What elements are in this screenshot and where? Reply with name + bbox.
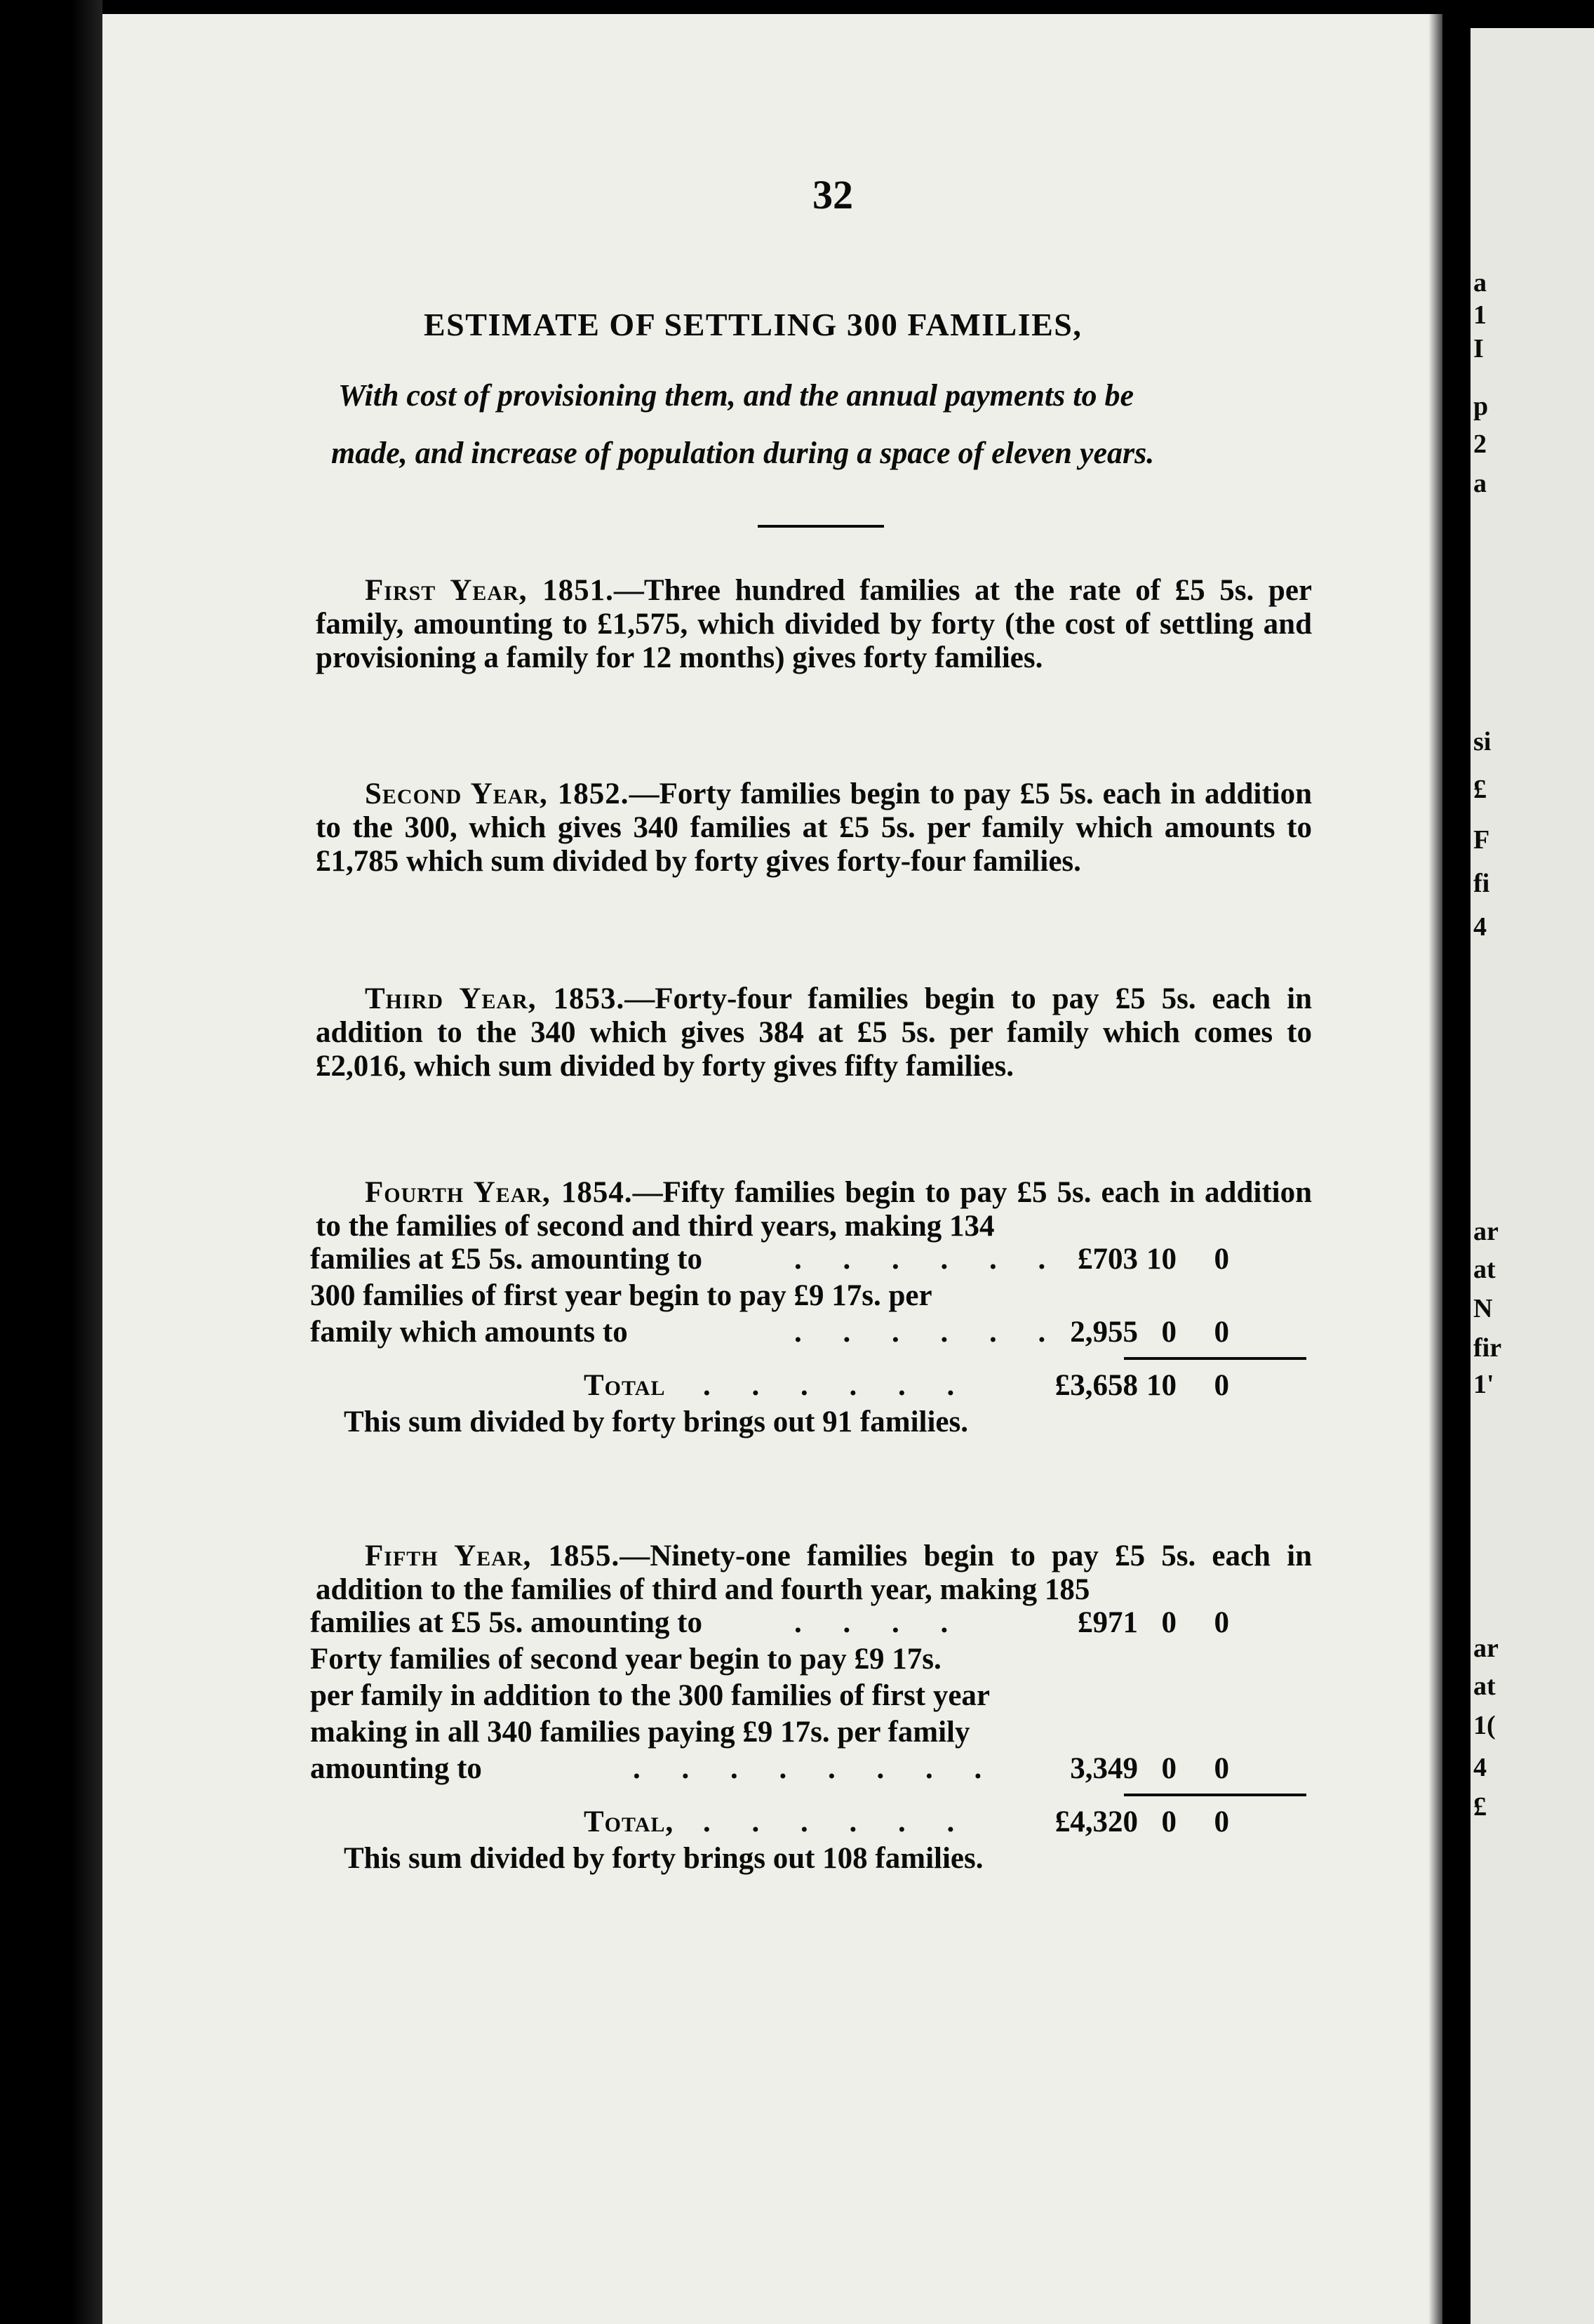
facing-page-fragment	[1471, 28, 1594, 2324]
leader-dots: . . . . . . . .	[633, 1752, 999, 1785]
section-heading: Fifth Year, 1855.	[365, 1540, 620, 1572]
amount-pounds: £971	[1078, 1606, 1138, 1639]
section-heading: First Year, 1851.	[365, 574, 614, 607]
amount-shillings: 0	[1161, 1752, 1177, 1785]
leader-dots: . . . . . .	[703, 1369, 972, 1402]
row-label: Total	[584, 1369, 666, 1402]
facing-page-text: N	[1473, 1294, 1493, 1323]
book-gutter	[1442, 14, 1471, 2324]
page-gutter-shadow	[1428, 14, 1442, 2324]
section-paragraph	[316, 982, 1312, 1083]
amount-pounds: 2,955	[1070, 1316, 1138, 1349]
facing-page-text: at	[1473, 1255, 1496, 1284]
facing-page-text: at	[1473, 1671, 1496, 1701]
ledger-row	[310, 1642, 1306, 1676]
sum-rule	[1124, 1794, 1306, 1796]
row-label: families at £5 5s. amounting to	[310, 1606, 702, 1639]
sum-rule	[1124, 1357, 1306, 1360]
book-page	[102, 14, 1442, 2324]
total-row	[310, 1368, 1306, 1402]
facing-page-text: a	[1473, 268, 1487, 298]
ledger-row	[310, 1678, 1306, 1712]
amount-shillings: 0	[1161, 1316, 1177, 1349]
amount-pence: 0	[1214, 1752, 1229, 1785]
section-paragraph	[316, 574, 1312, 675]
amount-pounds: £4,320	[1054, 1805, 1138, 1838]
facing-page-text: £	[1473, 1792, 1487, 1822]
row-label: 300 families of first year begin to pay £9 17s. per	[310, 1279, 932, 1312]
section-text: —Ninety-one families begin to pay £5 5s. each in addition to the families of third and fourth year, making 185	[316, 1540, 1312, 1606]
facing-page-text: si	[1473, 727, 1492, 756]
amount-pence: 0	[1214, 1243, 1229, 1276]
facing-page-text: F	[1473, 825, 1490, 855]
amount-pence: 0	[1214, 1369, 1229, 1402]
row-label: Total,	[584, 1805, 674, 1838]
subtitle-line-1: With cost of provisioning them, and the annual payments to be	[338, 378, 1134, 413]
facing-page-text: 4	[1473, 1753, 1487, 1782]
amount-pence: 0	[1214, 1606, 1229, 1639]
section-text: —Fifty families begin to pay £5 5s. each in addition to the families of second and third years, making 134	[316, 1176, 1312, 1243]
row-label: family which amounts to	[310, 1316, 628, 1349]
leader-dots: . . . .	[794, 1606, 965, 1639]
row-label: Forty families of second year begin to pay £9 17s.	[310, 1643, 942, 1676]
facing-page-text: 1	[1473, 300, 1487, 330]
amount-shillings: 0	[1161, 1606, 1177, 1639]
ledger-row	[310, 1278, 1306, 1312]
ledger-row	[310, 1715, 1306, 1749]
section-paragraph	[316, 1176, 1312, 1243]
ledger-row	[310, 1605, 1306, 1639]
row-label: amounting to	[310, 1752, 482, 1785]
facing-page-text: £	[1473, 775, 1487, 804]
section-paragraph	[316, 1540, 1312, 1607]
amount-pence: 0	[1214, 1316, 1229, 1349]
leader-dots: . . . . . .	[794, 1243, 1063, 1276]
amount-shillings: 10	[1146, 1369, 1177, 1402]
facing-page-text: fi	[1473, 869, 1490, 898]
section-text: —Three hundred families at the rate of £5 5s. per family, amounting to £1,575, which divided by forty (the cost of settling and provisioning a family for 12 months) gives forty families.	[316, 574, 1313, 674]
title-divider	[758, 525, 884, 528]
amount-pounds: £3,658	[1054, 1369, 1138, 1402]
section-heading: Fourth Year, 1854.	[365, 1176, 633, 1209]
facing-page-text: 4	[1473, 912, 1487, 942]
section-result: This sum divided by forty brings out 108 families.	[344, 1842, 984, 1875]
subtitle-line-2: made, and increase of population during a space of eleven years.	[331, 436, 1155, 470]
row-label: families at £5 5s. amounting to	[310, 1243, 702, 1276]
facing-page-text: I	[1473, 334, 1484, 363]
ledger-row	[310, 1242, 1306, 1276]
page-number: 32	[812, 172, 853, 218]
amount-pounds: £703	[1078, 1243, 1138, 1276]
section-text: —Forty families begin to pay £5 5s. each in addition to the 300, which gives 340 families at £5 5s. per family which amounts to £1,785 which sum divided by forty gives forty-four families.	[316, 777, 1313, 878]
section-heading: Second Year, 1852.	[365, 777, 629, 810]
section-result: This sum divided by forty brings out 91 families.	[344, 1405, 968, 1438]
amount-pence: 0	[1214, 1805, 1229, 1838]
facing-page-text: ar	[1473, 1634, 1499, 1663]
facing-page-text: a	[1473, 469, 1487, 498]
row-label: making in all 340 families paying £9 17s. per family	[310, 1716, 970, 1749]
facing-page-text: ar	[1473, 1217, 1499, 1246]
facing-page-text: p	[1473, 392, 1489, 421]
ledger-row	[310, 1751, 1306, 1785]
facing-page-text: fir	[1473, 1333, 1502, 1363]
total-row	[310, 1805, 1306, 1838]
amount-shillings: 0	[1161, 1805, 1177, 1838]
facing-page-text: 2	[1473, 429, 1487, 459]
amount-shillings: 10	[1146, 1243, 1177, 1276]
page-title: ESTIMATE OF SETTLING 300 FAMILIES,	[424, 307, 1083, 342]
section-paragraph	[316, 777, 1312, 879]
scan-left-border	[0, 0, 102, 2324]
row-label: per family in addition to the 300 families of first year	[310, 1679, 990, 1712]
section-text: —Forty-four families begin to pay £5 5s. each in addition to the 340 which gives 384 at £5 5s. per family which comes to £2,016, which sum divided by forty gives fifty families.	[316, 982, 1312, 1083]
section-heading: Third Year, 1853.	[365, 982, 625, 1015]
facing-page-text: 1'	[1473, 1370, 1494, 1399]
leader-dots: . . . . . .	[703, 1805, 972, 1838]
amount-pounds: 3,349	[1070, 1752, 1138, 1785]
leader-dots: . . . . . .	[794, 1316, 1063, 1349]
facing-page-text: 1(	[1473, 1711, 1496, 1740]
ledger-row	[310, 1315, 1306, 1349]
